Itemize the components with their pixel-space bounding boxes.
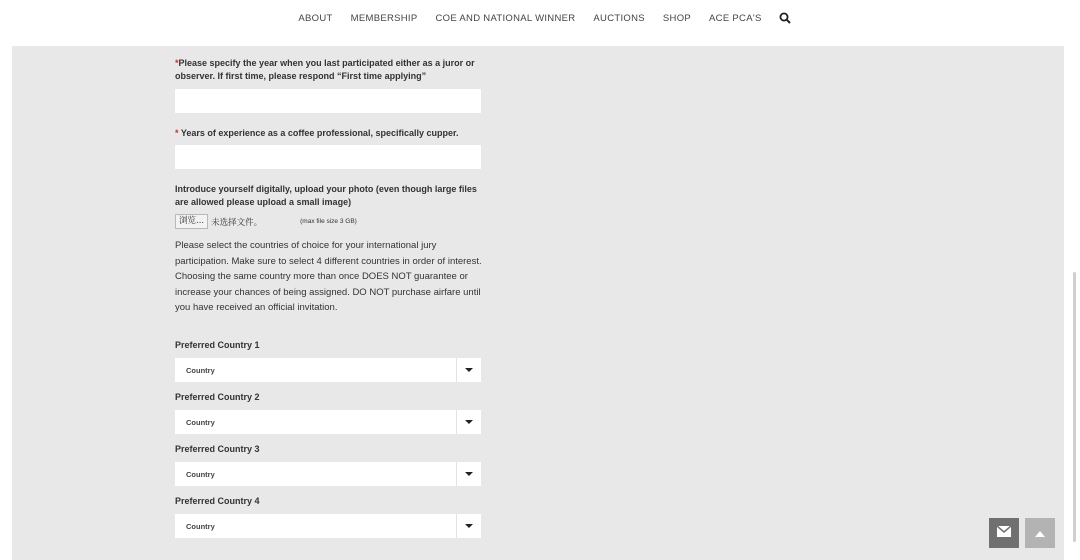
contact-mail-button[interactable] xyxy=(989,518,1019,548)
preferred-country-2-label: Preferred Country 2 xyxy=(175,392,260,402)
chevron-down-icon[interactable] xyxy=(456,462,481,486)
countries-instructions: Please select the countries of choice for your international jury participation. Make sure to select 4 different countries in order of interest. Choosing the same country more than once DOES NOT guarantee or increase your chances of being assigned. DO NOT purchase airfare until you have received an official invitation. xyxy=(175,240,482,313)
top-navigation xyxy=(0,0,1080,46)
preferred-country-3-label: Preferred Country 3 xyxy=(175,444,260,454)
scrollbar-thumb[interactable] xyxy=(1073,272,1076,542)
browse-button[interactable]: 浏览... xyxy=(175,214,208,229)
file-status: 未选择文件。 xyxy=(211,217,263,228)
search-icon[interactable] xyxy=(779,12,791,24)
nav-membership[interactable]: MEMBERSHIP xyxy=(350,12,418,24)
select-value: Country xyxy=(186,417,215,427)
required-mark: * xyxy=(175,128,179,138)
nav-coe-national-winner[interactable]: COE AND NATIONAL WINNER xyxy=(435,12,576,24)
preferred-country-1-select[interactable] xyxy=(175,358,481,382)
photo-upload-field xyxy=(175,214,357,229)
nav-shop[interactable]: SHOP xyxy=(662,12,692,24)
chevron-down-icon[interactable] xyxy=(456,514,481,538)
preferred-country-2-select[interactable] xyxy=(175,410,481,434)
preferred-country-1-label: Preferred Country 1 xyxy=(175,340,260,350)
chevron-down-icon[interactable] xyxy=(456,410,481,434)
nav-ace-pcas[interactable]: ACE PCA'S xyxy=(709,12,762,24)
scrollbar[interactable] xyxy=(1064,0,1080,560)
max-file-size-hint: (max file size 3 GB) xyxy=(300,218,357,225)
nav-about[interactable]: ABOUT xyxy=(298,12,333,24)
required-mark: * xyxy=(175,58,179,68)
chevron-up-icon xyxy=(1035,524,1045,542)
select-value: Country xyxy=(186,365,215,375)
year-question-label: *Please specify the year when you last participated either as a juror or observer. If first time, please respond “First time applying” xyxy=(175,58,475,81)
preferred-country-3-select[interactable] xyxy=(175,462,481,486)
nav-auctions[interactable]: AUCTIONS xyxy=(593,12,645,24)
nav-menu xyxy=(0,12,1080,24)
content-panel xyxy=(12,46,1064,560)
years-experience-input[interactable] xyxy=(175,145,481,169)
select-value: Country xyxy=(186,469,215,479)
back-to-top-button[interactable] xyxy=(1025,518,1055,548)
envelope-icon xyxy=(997,524,1011,542)
chevron-down-icon[interactable] xyxy=(456,358,481,382)
photo-upload-label: Introduce yourself digitally, upload your photo (even though large files are allowed please upload a small image) xyxy=(175,184,477,207)
preferred-country-4-select[interactable] xyxy=(175,514,481,538)
select-value: Country xyxy=(186,521,215,531)
experience-question-label: * Years of experience as a coffee professional, specifically cupper. xyxy=(175,128,459,138)
preferred-country-4-label: Preferred Country 4 xyxy=(175,496,260,506)
year-participated-input[interactable] xyxy=(175,89,481,113)
